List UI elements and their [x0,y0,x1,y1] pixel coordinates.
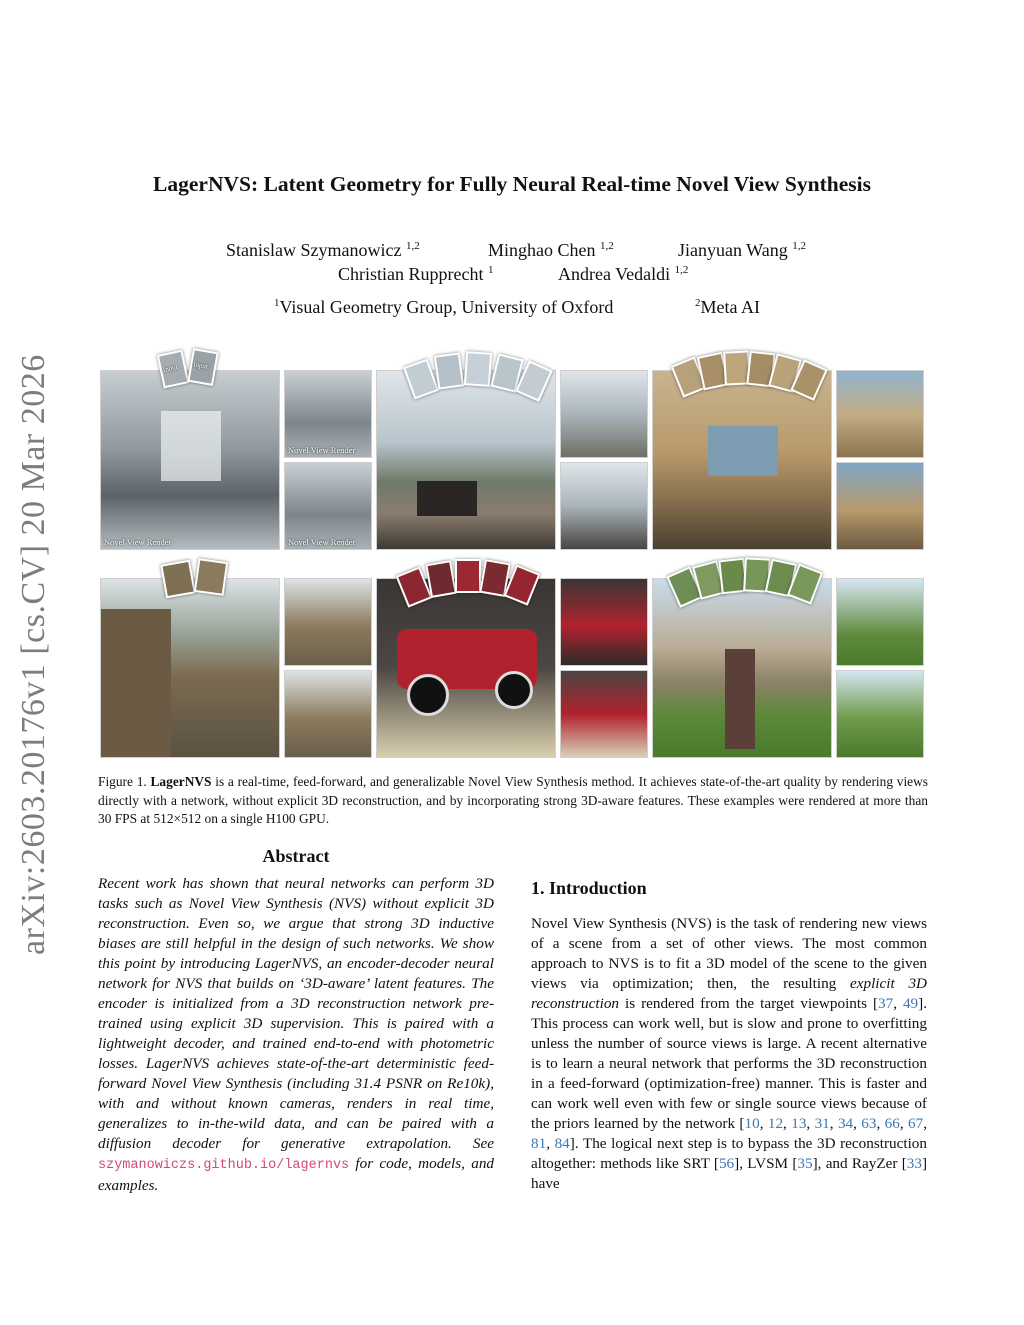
car-render-main [376,578,556,758]
author: Andrea Vedaldi $^{1,2}$ [558,264,689,284]
author: Minghao Chen $^{1,2}$ [488,240,614,260]
affiliation: $^2$Meta AI [695,297,760,317]
citation-link[interactable]: 35 [797,1155,813,1172]
car-render-small [560,670,648,758]
render-label: Novel View Render [104,537,172,547]
village-render-small [284,670,372,758]
input-thumb [194,558,228,596]
author: Christian Rupprecht $^1$ [338,264,494,284]
input-thumb [434,352,464,389]
scifi-render-small: Novel View Render [284,370,372,458]
citation-link[interactable]: 10 [744,1115,760,1132]
abstract-body: Recent work has shown that neural networks can perform 3D tasks such as Novel View Synthesis (NVS) without explicit 3D reconstruction. Even so, we argue that strong 3D inductive biases are still helpful in the design of such networks. We show this point by introducing LagerNVS, an encoder-decoder neural network for NVS that builds on ‘3D-aware’ latent features. The encoder is initialized from a 3D reconstruction network pre-trained using explicit 3D supervision. This is paired with a lightweight decoder, and trained end-to-end with photometric losses. LagerNVS achieves state-of-the-art deterministic feed-forward Novel View Synthesis (including 31.4 PSNR on Re10k), with and without known cameras, renders in real time, generalizes to in-the-wild data, and can be paired with a diffusion decoder for generative extrapolation. See szymanowiczs.github.io/lagernvs for code, models, and examples. [98,875,495,1194]
citation-link[interactable]: 33 [906,1155,922,1172]
author: Jianyuan Wang $^{1,2}$ [678,240,806,260]
citation-link[interactable]: 56 [718,1155,735,1172]
citation-link[interactable]: 31 [814,1115,830,1132]
citation-link[interactable]: 84 [554,1135,570,1152]
citation-link[interactable]: 37 [878,995,894,1012]
author: Stanislaw Szymanowicz $^{1,2}$ [226,240,420,260]
citation-link[interactable]: 81 [531,1135,547,1152]
project-link[interactable]: szymanowiczs.github.io/lagernvs [98,1158,350,1173]
citation-link[interactable]: 67 [908,1115,924,1132]
citation-link[interactable]: 66 [884,1115,900,1132]
input-thumb [160,560,195,599]
car-render-small [560,578,648,666]
citation-link[interactable]: 13 [791,1115,807,1132]
figure-caption: Figure 1. LagerNVS is a real-time, feed-forward, and generalizable Novel View Synthesis method. It achieves state-of-the-art quality by rendering views directly with a network, without explicit 3D reconstruction, and by incorporating strong 3D-aware features. These examples were rendered at more than 30 FPS at 512×512 on a single H100 GPU. [98,774,928,826]
office-render-small [560,370,648,458]
scifi-render-small: Novel View Render [284,462,372,550]
scifi-render-main [100,370,280,550]
section-heading-introduction: 1. Introduction [531,878,647,898]
arxiv-stamp: arXiv:2603.20176v1 [cs.CV] 20 Mar 2026 [15,354,52,955]
input-thumb [455,559,481,593]
village-render-small [284,578,372,666]
input-thumb [464,351,492,387]
atrium-render-small [836,370,924,458]
citation-link[interactable]: 12 [767,1115,784,1132]
citation-link[interactable]: 49 [902,995,919,1012]
office-render-small [560,462,648,550]
village-render-main [100,578,280,758]
statue-render-small [836,670,924,758]
input-thumb: Input [157,350,190,389]
atrium-render-small [836,462,924,550]
affiliation: $^1$Visual Geometry Group, University of Oxford [274,297,614,317]
citation-link[interactable]: 63 [861,1115,877,1132]
input-thumb [425,560,457,598]
intro-paragraph: Novel View Synthesis (NVS) is the task of rendering new views of a scene from a set of other views. The most common approach to NVS is to fit a 3D model of the scene to the given views via optimization; then, the resulting explicit 3D reconstruction is rendered from the target viewpoints [37, 49]. This process can work well, but is slow and prone to overfitting unless the number of source views is large. A recent alternative is to learn a neural network that performs the 3D reconstruction in a feed-forward (optimization-free) manner. This is faster and can work well even with few or single source views because of the priors learned by the network [10, 12, 13, 31, 34, 63, 66, 67, 81, 84]. The logical next step is to bypass the 3D reconstruction altogether: methods like SRT [56], LVSM [35], and RayZer [33] have [531,915,928,1192]
abstract-heading: Abstract [262,846,330,866]
paper-title: LagerNVS: Latent Geometry for Fully Neural Real-time Novel View Synthesis [153,172,871,196]
statue-render-small [836,578,924,666]
input-thumb: Input [187,348,219,386]
citation-link[interactable]: 34 [837,1115,854,1132]
